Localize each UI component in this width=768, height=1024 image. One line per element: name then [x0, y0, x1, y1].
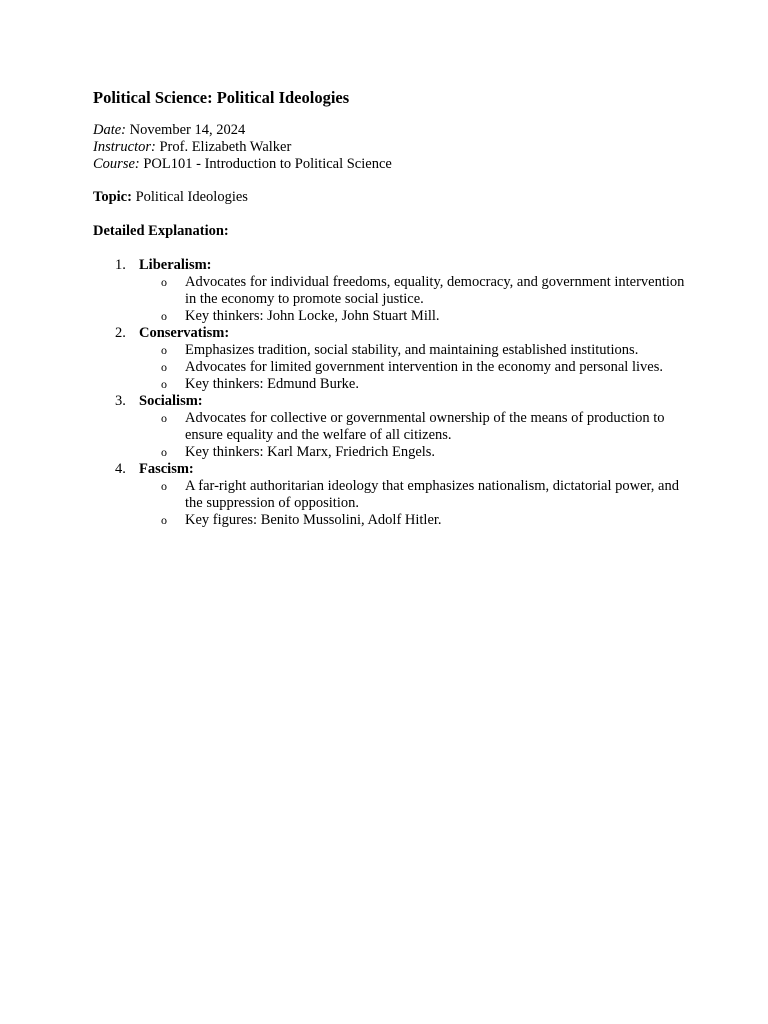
- point-item: [139, 359, 693, 376]
- ideology-item: [93, 461, 693, 529]
- ideology-points: [139, 478, 693, 529]
- ideology-name: Socialism:: [139, 393, 203, 409]
- ideology-name: Conservatism:: [139, 325, 230, 341]
- point-item: [139, 274, 693, 308]
- bullet-icon: o: [161, 343, 167, 357]
- point-item: [139, 308, 693, 325]
- point-text: Advocates for limited government intervention in the economy and personal lives.: [185, 359, 663, 375]
- point-text: A far-right authoritarian ideology that emphasizes nationalism, dictatorial power, and the suppression of opposition.: [185, 478, 679, 511]
- instructor-label: Instructor:: [93, 139, 156, 155]
- explanation-heading: Detailed Explanation:: [93, 223, 229, 239]
- topic-label: Topic:: [93, 189, 132, 205]
- point-text: Key thinkers: Edmund Burke.: [185, 376, 359, 392]
- ideology-item: [93, 257, 693, 325]
- course-value: POL101 - Introduction to Political Science: [139, 156, 392, 172]
- ideology-name: Liberalism:: [139, 257, 212, 273]
- ideology-item: [93, 325, 693, 393]
- point-text: Advocates for individual freedoms, equality, democracy, and government intervention in the economy to promote social justice.: [185, 274, 685, 307]
- topic-line: [93, 189, 693, 206]
- instructor-line: [93, 139, 693, 156]
- point-item: [139, 342, 693, 359]
- list-number: 4.: [115, 461, 126, 477]
- document-body: [93, 88, 693, 529]
- point-text: Advocates for collective or governmental ownership of the means of production to ensure equality and the welfare of all citizens.: [185, 410, 665, 443]
- point-text: Emphasizes tradition, social stability, and maintaining established institutions.: [185, 342, 639, 358]
- date-value: November 14, 2024: [126, 122, 246, 138]
- point-item: [139, 376, 693, 393]
- list-number: 3.: [115, 393, 126, 409]
- ideology-item: [93, 393, 693, 461]
- ideology-name: Fascism:: [139, 461, 194, 477]
- bullet-icon: o: [161, 513, 167, 527]
- date-line: [93, 122, 693, 139]
- point-text: Key thinkers: Karl Marx, Friedrich Engels.: [185, 444, 436, 460]
- bullet-icon: o: [161, 275, 167, 289]
- date-label: Date:: [93, 122, 127, 138]
- point-text: Key thinkers: John Locke, John Stuart Mill.: [185, 308, 440, 324]
- course-line: [93, 156, 693, 173]
- course-label: Course:: [93, 156, 140, 172]
- list-number: 1.: [115, 257, 126, 273]
- instructor-value: Prof. Elizabeth Walker: [155, 139, 292, 155]
- bullet-icon: o: [161, 360, 167, 374]
- topic-value: Political Ideologies: [131, 189, 248, 205]
- bullet-icon: o: [161, 309, 167, 323]
- point-text: Key figures: Benito Mussolini, Adolf Hitler.: [185, 512, 442, 528]
- bullet-icon: o: [161, 445, 167, 459]
- ideology-points: [139, 410, 693, 461]
- document-meta: [93, 122, 693, 173]
- point-item: [139, 512, 693, 529]
- point-item: [139, 478, 693, 512]
- bullet-icon: o: [161, 377, 167, 391]
- list-number: 2.: [115, 325, 126, 341]
- ideology-points: [139, 274, 693, 325]
- document-title: Political Science: Political Ideologies: [93, 88, 350, 107]
- bullet-icon: o: [161, 479, 167, 493]
- ideology-points: [139, 342, 693, 393]
- ideology-list: [93, 257, 693, 529]
- point-item: [139, 410, 693, 444]
- point-item: [139, 444, 693, 461]
- bullet-icon: o: [161, 411, 167, 425]
